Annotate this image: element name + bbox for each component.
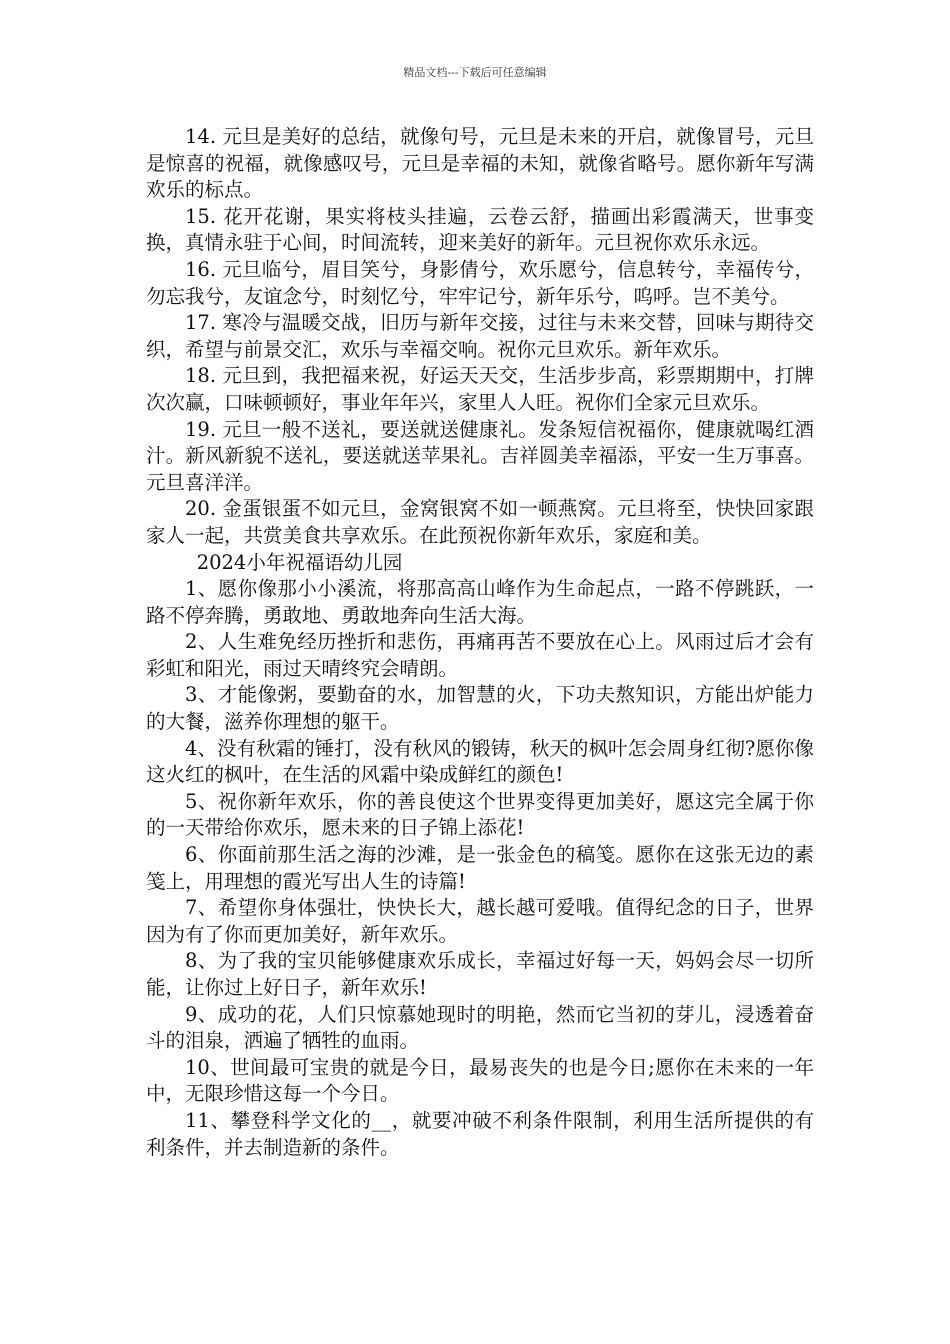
section-item-9: 9、成功的花，人们只惊慕她现时的明艳，然而它当初的芽儿，浸透着奋斗的泪泉，洒遍了牺牲的血雨。 (146, 1002, 814, 1053)
section-item-7: 7、希望你身体强壮，快快长大，越长越可爱哦。值得纪念的日子，世界因为有了你而更加美好，新年欢乐。 (146, 896, 814, 946)
paragraph-20: 20. 金蛋银蛋不如元旦，金窝银窝不如一顿燕窝。元旦将至，快快回家跟家人一起，共赏美食共享欢乐。在此预祝你新年欢乐，家庭和美。 (146, 497, 814, 547)
section-item-6: 6、你面前那生活之海的沙滩，是一张金色的稿笺。愿你在这张无边的素笺上，用理想的霞光写出人生的诗篇! (146, 843, 814, 893)
section-title: 2024小年祝福语幼儿园 (196, 550, 403, 574)
paragraph-15: 15. 花开花谢，果实将枝头挂遍，云卷云舒，描画出彩霞满天，世事变换，真情永驻于心间，时间流转，迎来美好的新年。元旦祝你欢乐永远。 (146, 204, 814, 255)
section-item-8: 8、为了我的宝贝能够健康欢乐成长，幸福过好每一天，妈妈会尽一切所能，让你过上好日子，新年欢乐! (146, 949, 814, 999)
section-item-10: 10、世间最可宝贵的就是今日，最易丧失的也是今日;愿你在未来的一年中，无限珍惜这每一个今日。 (146, 1055, 814, 1106)
section-item-1: 1、愿你像那小小溪流，将那高高山峰作为生命起点，一路不停跳跃，一路不停奔腾，勇敢地、勇敢地奔向生活大海。 (146, 577, 814, 627)
paragraph-14: 14. 元旦是美好的总结，就像句号，元旦是未来的开启，就像冒号，元旦是惊喜的祝福，就像感叹号，元旦是幸福的未知，就像省略号。愿你新年写满欢乐的标点。 (146, 125, 814, 202)
page-header: 精品文档---下载后可任意编辑 (403, 66, 547, 79)
paragraph-17: 17. 寒冷与温暖交战，旧历与新年交接，过往与未来交替，回味与期待交织，希望与前景交汇，欢乐与幸福交响。祝你元旦欢乐。新年欢乐。 (146, 311, 814, 361)
section-item-5: 5、祝你新年欢乐，你的善良使这个世界变得更加美好，愿这完全属于你的一天带给你欢乐，愿未来的日子锦上添花! (146, 789, 814, 840)
document-body (146, 124, 814, 1161)
paragraph-19: 19. 元旦一般不送礼，要送就送健康礼。发条短信祝福你，健康就喝红酒汁。新风新貌不送礼，要送就送苹果礼。吉祥圆美幸福添，平安一生万事喜。元旦喜洋洋。 (146, 417, 814, 494)
section-item-4: 4、没有秋霜的锤打，没有秋风的锻铸，秋天的枫叶怎会周身红彻?愿你像这火红的枫叶，在生活的风霜中染成鲜红的颜色! (146, 736, 814, 787)
paragraph-18: 18. 元旦到，我把福来祝，好运天天交，生活步步高，彩票期期中，打牌次次赢，口味顿顿好，事业年年兴，家里人人旺。祝你们全家元旦欢乐。 (146, 364, 814, 414)
section-item-11: 11、攀登科学文化的__，就要冲破不利条件限制，利用生活所提供的有利条件，并去制造新的条件。 (146, 1108, 814, 1159)
section-item-2: 2、人生难免经历挫折和悲伤，再痛再苦不要放在心上。风雨过后才会有彩虹和阳光，雨过天晴终究会晴朗。 (146, 630, 814, 680)
section-item-3: 3、才能像粥，要勤奋的水，加智慧的火，下功夫熬知识，方能出炉能力的大餐，滋养你理想的躯干。 (146, 683, 814, 734)
paragraph-16: 16. 元旦临兮，眉目笑兮，身影倩兮，欢乐愿兮，信息转兮，幸福传兮，勿忘我兮，友谊念兮，时刻忆兮，牢牢记兮，新年乐兮，呜呼。岂不美兮。 (146, 257, 814, 308)
